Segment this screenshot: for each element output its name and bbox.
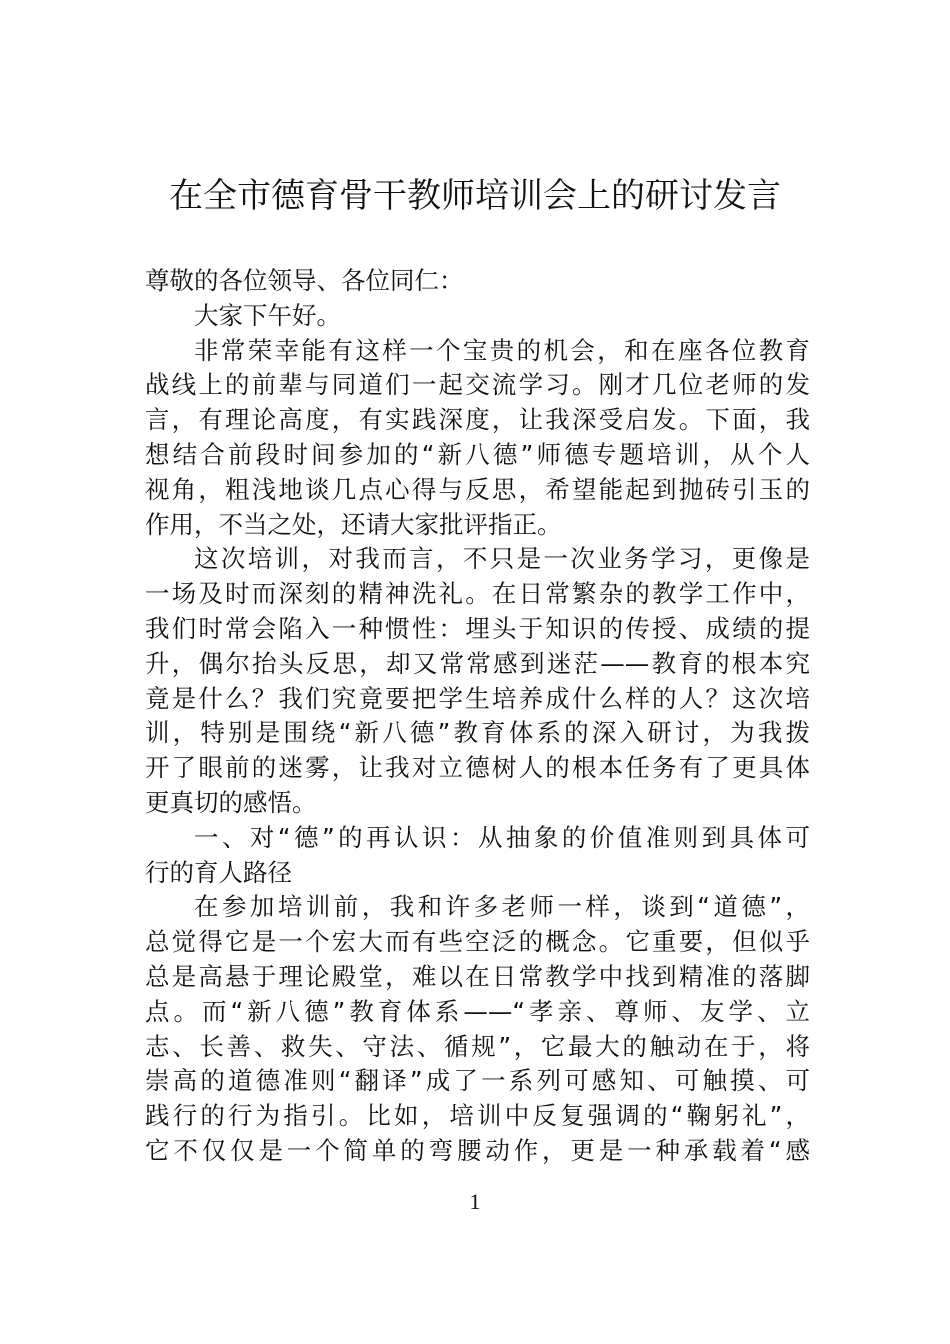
- paragraph-2-line: 训，特别是围绕“新八德”教育体系的深入研讨，为我拨: [145, 718, 810, 748]
- section-heading-line: 一、对“德”的再认识：从抽象的价值准则到具体可: [194, 822, 810, 852]
- document-body: [145, 264, 810, 1169]
- paragraph-3-line: 崇高的道德准则“翻译”成了一系列可感知、可触摸、可: [145, 1066, 810, 1096]
- paragraph-1-line: 战线上的前辈与同道们一起交流学习。刚才几位老师的发: [145, 370, 810, 400]
- document-title: 在全市德育骨干教师培训会上的研讨发言: [169, 176, 781, 216]
- paragraph-3-line: 它不仅仅是一个简单的弯腰动作，更是一种承载着“感: [145, 1135, 810, 1165]
- paragraph-3-line: 点。而“新八德”教育体系——“孝亲、尊师、友学、立: [145, 996, 810, 1026]
- paragraph-3-line: 总是高悬于理论殿堂，难以在日常教学中找到精准的落脚: [145, 961, 810, 991]
- paragraph-1-line: 想结合前段时间参加的“新八德”师德专题培训，从个人: [145, 439, 810, 469]
- paragraph-3-line: 志、长善、救失、守法、循规”，它最大的触动在于，将: [145, 1031, 810, 1061]
- paragraph-2-line: 开了眼前的迷雾，让我对立德树人的根本任务有了更具体: [145, 753, 810, 783]
- paragraph-1-line: 视角，粗浅地谈几点心得与反思，希望能起到抛砖引玉的: [145, 474, 810, 504]
- paragraph-3-line: 在参加培训前，我和许多老师一样，谈到“道德”，: [194, 892, 810, 922]
- paragraph-1-line: 言，有理论高度，有实践深度，让我深受启发。下面，我: [145, 405, 810, 435]
- page-number: 1: [469, 1189, 481, 1214]
- paragraph-1-line: 非常荣幸能有这样一个宝贵的机会，和在座各位教育: [194, 335, 810, 365]
- section-heading-line: 行的育人路径: [145, 857, 292, 887]
- paragraph-3-line: 总觉得它是一个宏大而有些空泛的概念。它重要，但似乎: [145, 927, 810, 957]
- paragraph-2-line: 升，偶尔抬头反思，却又常常感到迷茫——教育的根本究: [145, 648, 810, 678]
- salutation-line: 尊敬的各位领导、各位同仁：: [145, 266, 464, 295]
- paragraph-2-line: 我们时常会陷入一种惯性：埋头于知识的传授、成绩的提: [145, 613, 810, 643]
- greeting-line: 大家下午好。: [194, 300, 341, 330]
- paragraph-2-line: 一场及时而深刻的精神洗礼。在日常繁杂的教学工作中，: [145, 579, 810, 609]
- paragraph-2-line: 竟是什么？我们究竟要把学生培养成什么样的人？这次培: [145, 683, 810, 713]
- paragraph-3-line: 践行的行为指引。比如，培训中反复强调的“鞠躬礼”，: [145, 1101, 810, 1131]
- paragraph-2-line: 更真切的感悟。: [145, 787, 317, 817]
- paragraph-1-line: 作用，不当之处，还请大家批评指正。: [145, 509, 562, 539]
- paragraph-2-line: 这次培训，对我而言，不只是一次业务学习，更像是: [194, 544, 810, 574]
